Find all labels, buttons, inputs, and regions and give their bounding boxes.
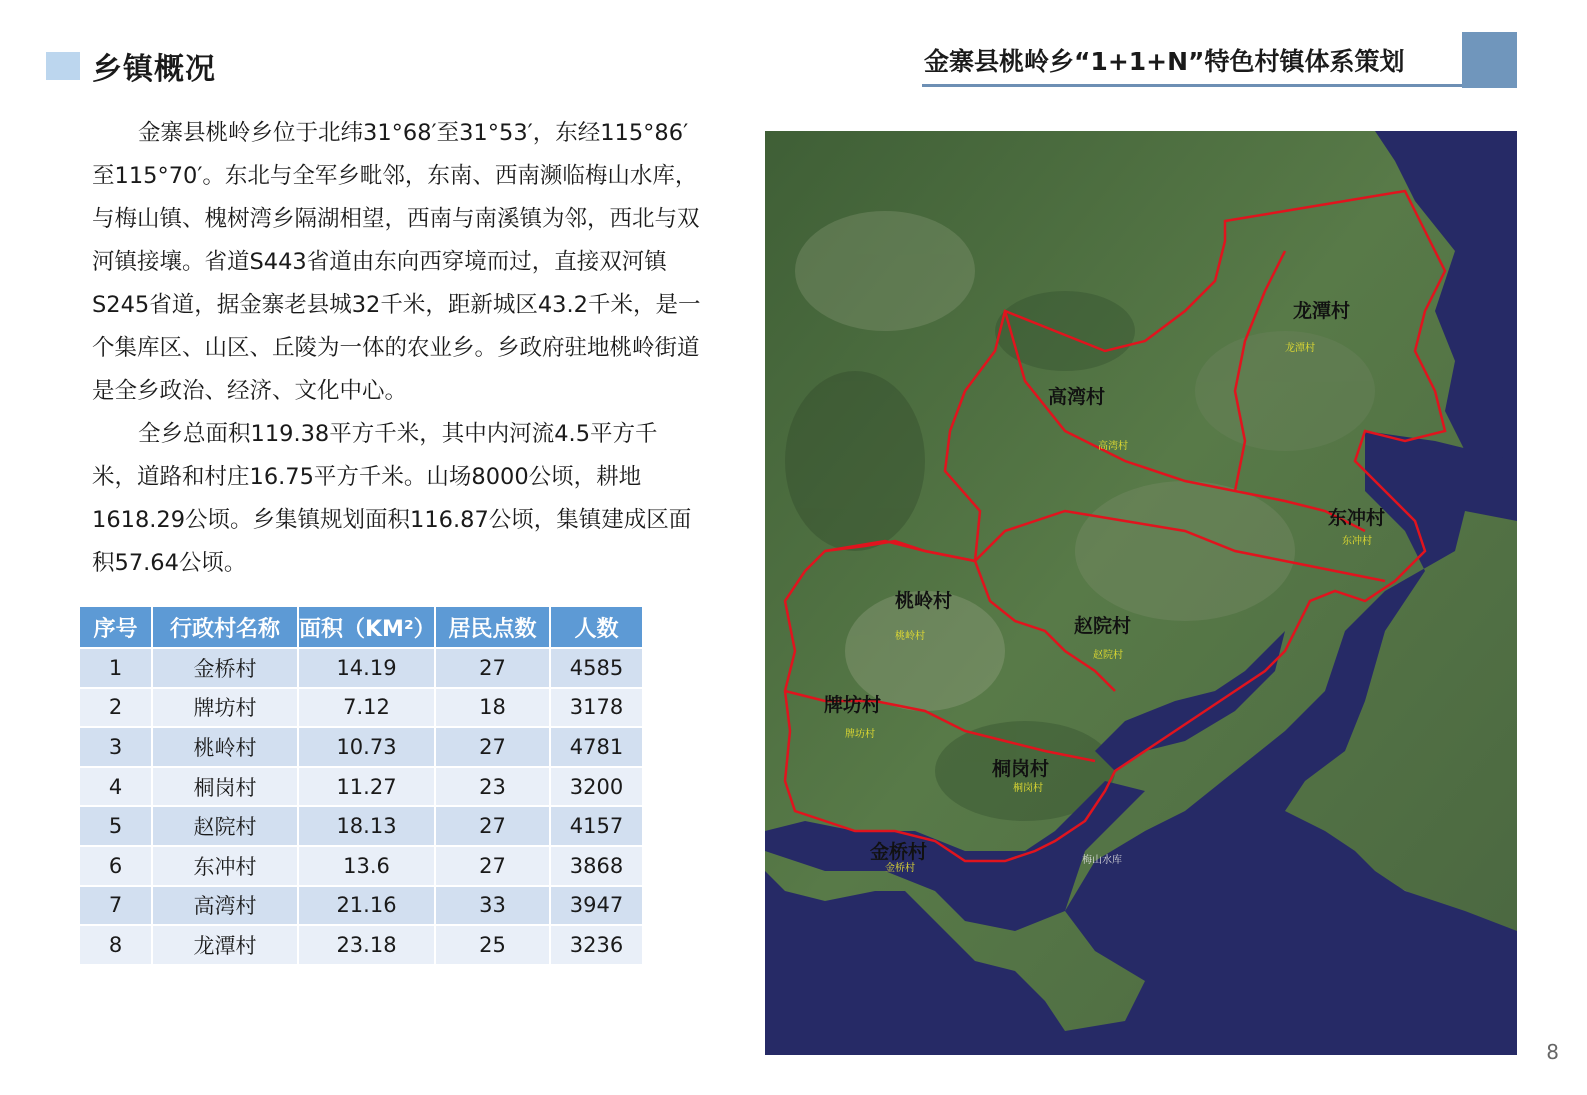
table-row bbox=[80, 925, 642, 965]
cell-index: 3 bbox=[80, 727, 152, 767]
label-jinqiao: 金桥村 bbox=[870, 841, 928, 863]
label-longtan: 龙潭村 bbox=[1293, 300, 1351, 322]
cell-population: 4585 bbox=[550, 648, 642, 688]
cell-village-name: 龙潭村 bbox=[152, 925, 298, 965]
small-label-taoling: 桃岭村 bbox=[895, 631, 925, 642]
cell-population: 3200 bbox=[550, 767, 642, 807]
small-label-meishan-reservoir: 梅山水库 bbox=[1082, 855, 1122, 866]
cell-index: 2 bbox=[80, 688, 152, 728]
cell-index: 1 bbox=[80, 648, 152, 688]
overview-paragraph-1: 金寨县桃岭乡位于北纬31°68′至31°53′，东经115°86′至115°70′。东北与全军乡毗邻，东南、西南濒临梅山水库，与梅山镇、槐树湾乡隔湖相望，西南与南溪镇为邻，西北与双河镇接壤。省道S443省道由东向西穿境而过，直接双河镇S245省道，据金寨老县城32千米，距新城区43.2千米，是一个集库区、山区、丘陵为一体的农业乡。乡政府驻地桃岭街道是全乡政治、经济、文化中心。 bbox=[92, 120, 701, 404]
cell-population: 3178 bbox=[550, 688, 642, 728]
table-row bbox=[80, 727, 642, 767]
cell-village-name: 金桥村 bbox=[152, 648, 298, 688]
cell-settlements: 18 bbox=[435, 688, 550, 728]
section-marker bbox=[46, 52, 80, 80]
cell-population: 3868 bbox=[550, 846, 642, 886]
title-accent-block bbox=[1462, 32, 1517, 88]
table-row bbox=[80, 886, 642, 926]
cell-settlements: 25 bbox=[435, 925, 550, 965]
cell-settlements: 27 bbox=[435, 727, 550, 767]
label-zhaoyuan: 赵院村 bbox=[1074, 615, 1132, 637]
cell-village-name: 牌坊村 bbox=[152, 688, 298, 728]
document-title: 金寨县桃岭乡“1+1+N”特色村镇体系策划 bbox=[924, 47, 1405, 76]
cell-area: 7.12 bbox=[298, 688, 435, 728]
cell-index: 7 bbox=[80, 886, 152, 926]
cell-settlements: 23 bbox=[435, 767, 550, 807]
page-number: 8 bbox=[1546, 1040, 1559, 1064]
title-underline bbox=[922, 84, 1462, 87]
overview-paragraph-2: 全乡总面积119.38平方千米，其中内河流4.5平方千米，道路和村庄16.75平方千米。山场8000公顷，耕地1618.29公顷。乡集镇规划面积116.87公顷，集镇建成区面积57.64公顷。 bbox=[92, 421, 692, 576]
cell-settlements: 27 bbox=[435, 806, 550, 846]
cell-index: 4 bbox=[80, 767, 152, 807]
small-label-tonggang: 桐岗村 bbox=[1013, 783, 1043, 794]
label-taoling: 桃岭村 bbox=[895, 590, 953, 612]
cell-settlements: 27 bbox=[435, 648, 550, 688]
table-row bbox=[80, 806, 642, 846]
cell-index: 6 bbox=[80, 846, 152, 886]
cell-index: 8 bbox=[80, 925, 152, 965]
cell-index: 5 bbox=[80, 806, 152, 846]
cell-area: 23.18 bbox=[298, 925, 435, 965]
header-settlements: 居民点数 bbox=[435, 607, 550, 648]
cell-area: 11.27 bbox=[298, 767, 435, 807]
small-label-longtan: 龙潭村 bbox=[1285, 343, 1315, 354]
cell-area: 14.19 bbox=[298, 648, 435, 688]
cell-population: 3236 bbox=[550, 925, 642, 965]
cell-area: 13.6 bbox=[298, 846, 435, 886]
label-tonggang: 桐岗村 bbox=[992, 758, 1050, 780]
small-label-jinqiao: 金桥村 bbox=[885, 863, 915, 874]
cell-population: 4157 bbox=[550, 806, 642, 846]
cell-settlements: 33 bbox=[435, 886, 550, 926]
cell-village-name: 赵院村 bbox=[152, 806, 298, 846]
header-index: 序号 bbox=[80, 607, 152, 648]
map-canvas bbox=[765, 131, 1517, 1055]
label-paifang: 牌坊村 bbox=[824, 694, 882, 716]
cell-area: 21.16 bbox=[298, 886, 435, 926]
table-row bbox=[80, 648, 642, 688]
cell-population: 4781 bbox=[550, 727, 642, 767]
village-table bbox=[80, 607, 642, 966]
small-label-zhaoyuan: 赵院村 bbox=[1093, 650, 1123, 661]
overview-text bbox=[92, 112, 702, 585]
header-village-name: 行政村名称 bbox=[152, 607, 298, 648]
table-row bbox=[80, 688, 642, 728]
small-label-gaowan: 高湾村 bbox=[1098, 441, 1128, 452]
cell-area: 10.73 bbox=[298, 727, 435, 767]
cell-area: 18.13 bbox=[298, 806, 435, 846]
table-header-row bbox=[80, 607, 642, 648]
section-title: 乡镇概况 bbox=[92, 52, 216, 87]
cell-village-name: 东冲村 bbox=[152, 846, 298, 886]
small-label-paifang: 牌坊村 bbox=[845, 729, 875, 740]
label-gaowan: 高湾村 bbox=[1048, 386, 1106, 408]
label-dongchong: 东冲村 bbox=[1328, 507, 1386, 529]
cell-village-name: 桐岗村 bbox=[152, 767, 298, 807]
satellite-map bbox=[765, 131, 1517, 1055]
cell-village-name: 桃岭村 bbox=[152, 727, 298, 767]
cell-settlements: 27 bbox=[435, 846, 550, 886]
header-population: 人数 bbox=[550, 607, 642, 648]
table-row bbox=[80, 846, 642, 886]
cell-village-name: 高湾村 bbox=[152, 886, 298, 926]
small-label-dongchong: 东冲村 bbox=[1342, 536, 1372, 547]
cell-population: 3947 bbox=[550, 886, 642, 926]
header-area: 面积（KM²） bbox=[298, 607, 435, 648]
table-row bbox=[80, 767, 642, 807]
